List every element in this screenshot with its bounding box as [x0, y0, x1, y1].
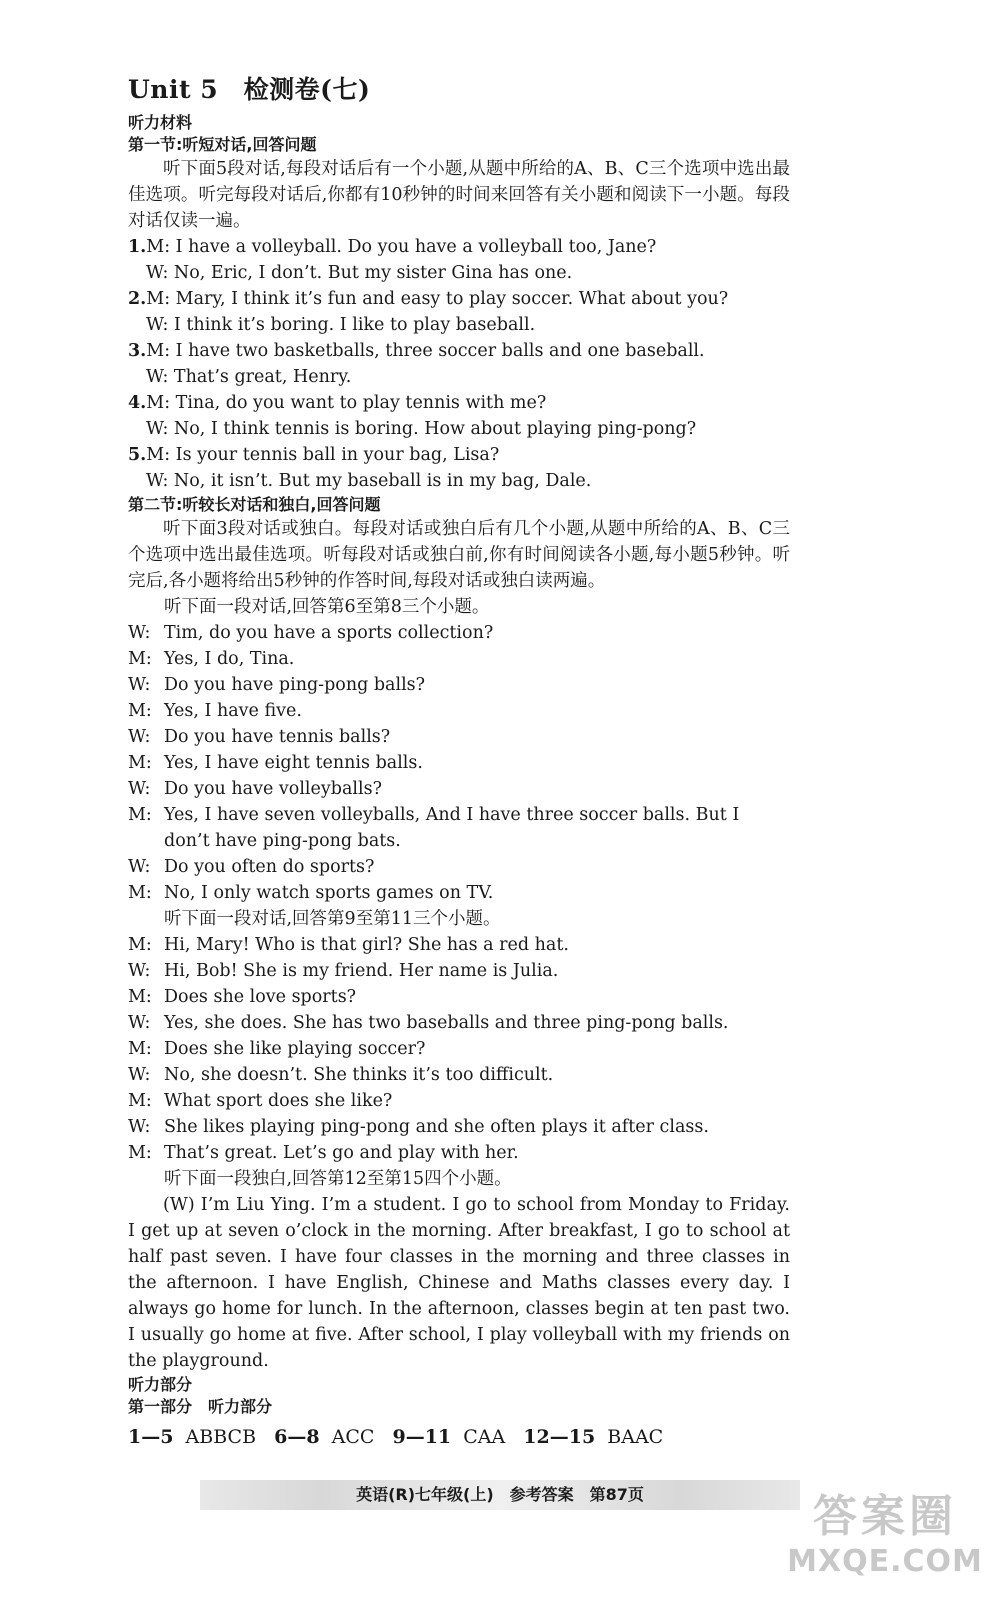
item-3-m: 3.M: I have two basketballs, three soccer balls and one baseball. — [128, 341, 705, 361]
section1-instructions: 听下面5段对话,每段对话后有一个小题,从题中所给的A、B、C三个选项中选出最佳选项。听完每段对话后,你都有10秒钟的时间来回答有关小题和阅读下一小题。每段对话仅读一遍。 — [128, 159, 790, 231]
answers-subheading: 第一部分 听力部分 — [128, 1397, 273, 1416]
dialog-line: M: What sport does she like? — [128, 1091, 393, 1111]
dialog-line: W: Do you often do sports? — [128, 857, 375, 877]
dialog-line: M: Yes, I have seven volleyballs, And I have three soccer balls. But I don’t have ping-pong bats. — [128, 805, 740, 851]
dialog-line: M: Yes, I have five. — [128, 701, 302, 721]
dialog1 — [128, 620, 790, 906]
dialog-line: W: She likes playing ping-pong and she often plays it after class. — [128, 1117, 709, 1137]
answer-group: 12—15 BAAC — [523, 1426, 664, 1448]
answers-heading: 听力部分 — [128, 1375, 193, 1394]
answer-group: 6—8 ACC — [274, 1426, 375, 1448]
dialog-line: M: Does she like playing soccer? — [128, 1039, 426, 1059]
watermark-logo: 答案圈 MXQE.COM — [787, 1491, 983, 1579]
item-3-w: W: That’s great, Henry. — [146, 367, 352, 387]
dialog-line: M: Does she love sports? — [128, 987, 357, 1007]
item-1-m: 1.M: I have a volleyball. Do you have a volleyball too, Jane? — [128, 237, 657, 257]
dialog-line: W: Hi, Bob! She is my friend. Her name is Julia. — [128, 961, 559, 981]
dialog-line: M: Yes, I do, Tina. — [128, 649, 295, 669]
section1-items — [128, 234, 790, 494]
dialog-line: W: Tim, do you have a sports collection? — [128, 623, 494, 643]
monologue-intro: 听下面一段独白,回答第12至第15四个小题。 — [164, 1169, 512, 1189]
item-5-w: W: No, it isn’t. But my baseball is in my bag, Dale. — [146, 471, 592, 491]
listening-material-heading: 听力材料 — [128, 113, 193, 132]
section2-heading: 第二节:听较长对话和独白,回答问题 — [128, 495, 381, 514]
item-1-w: W: No, Eric, I don’t. But my sister Gina has one. — [146, 263, 573, 283]
monologue-text: (W) I’m Liu Ying. I’m a student. I go to school from Monday to Friday. I get up at seven o’clock in the morning. After breakfast, I go to school at half past seven. I have four classes in the morning and three classes in the afternoon. I have English, Chinese and Maths classes every day. I always go home for lunch. In the afternoon, classes begin at ten past two. I usually go home at five. After school, I play volleyball with my friends on the playground. — [128, 1195, 790, 1371]
answer-page — [128, 70, 790, 1452]
item-4-m: 4.M: Tina, do you want to play tennis with me? — [128, 393, 547, 413]
item-5-m: 5.M: Is your tennis ball in your bag, Lisa? — [128, 445, 500, 465]
answer-key — [128, 1422, 790, 1452]
dialog-line: W: No, she doesn’t. She thinks it’s too difficult. — [128, 1065, 554, 1085]
dialog2-intro: 听下面一段对话,回答第9至第11三个小题。 — [164, 909, 501, 929]
dialog-line: M: Yes, I have eight tennis balls. — [128, 753, 423, 773]
dialog-line: M: No, I only watch sports games on TV. — [128, 883, 494, 903]
dialog2 — [128, 932, 790, 1166]
section1-heading: 第一节:听短对话,回答问题 — [128, 135, 317, 154]
dialog-line: M: Hi, Mary! Who is that girl? She has a red hat. — [128, 935, 569, 955]
dialog-line: W: Do you have volleyballs? — [128, 779, 382, 799]
answer-group: 1—5 ABBCB — [128, 1426, 257, 1448]
dialog-line: W: Yes, she does. She has two baseballs and three ping-pong balls. — [128, 1013, 729, 1033]
item-4-w: W: No, I think tennis is boring. How about playing ping-pong? — [146, 419, 697, 439]
dialog-line: W: Do you have tennis balls? — [128, 727, 391, 747]
section2-instructions: 听下面3段对话或独白。每段对话或独白后有几个小题,从题中所给的A、B、C三个选项中选出最佳选项。听每段对话或独白前,你有时间阅读各小题,每小题5秒钟。听完后,各小题将给出5秒钟的作答时间,每段对话或独白读两遍。 — [128, 519, 790, 591]
item-2-w: W: I think it’s boring. I like to play baseball. — [146, 315, 536, 335]
page-title: Unit 5 检测卷(七) — [128, 75, 371, 104]
dialog1-intro: 听下面一段对话,回答第6至第8三个小题。 — [164, 597, 490, 617]
dialog-line: M: That’s great. Let’s go and play with her. — [128, 1143, 519, 1163]
dialog-line: W: Do you have ping-pong balls? — [128, 675, 426, 695]
page-footer: 英语(R)七年级(上) 参考答案 第87页 — [200, 1480, 800, 1510]
item-2-m: 2.M: Mary, I think it’s fun and easy to play soccer. What about you? — [128, 289, 729, 309]
answer-group: 9—11 CAA — [392, 1426, 506, 1448]
